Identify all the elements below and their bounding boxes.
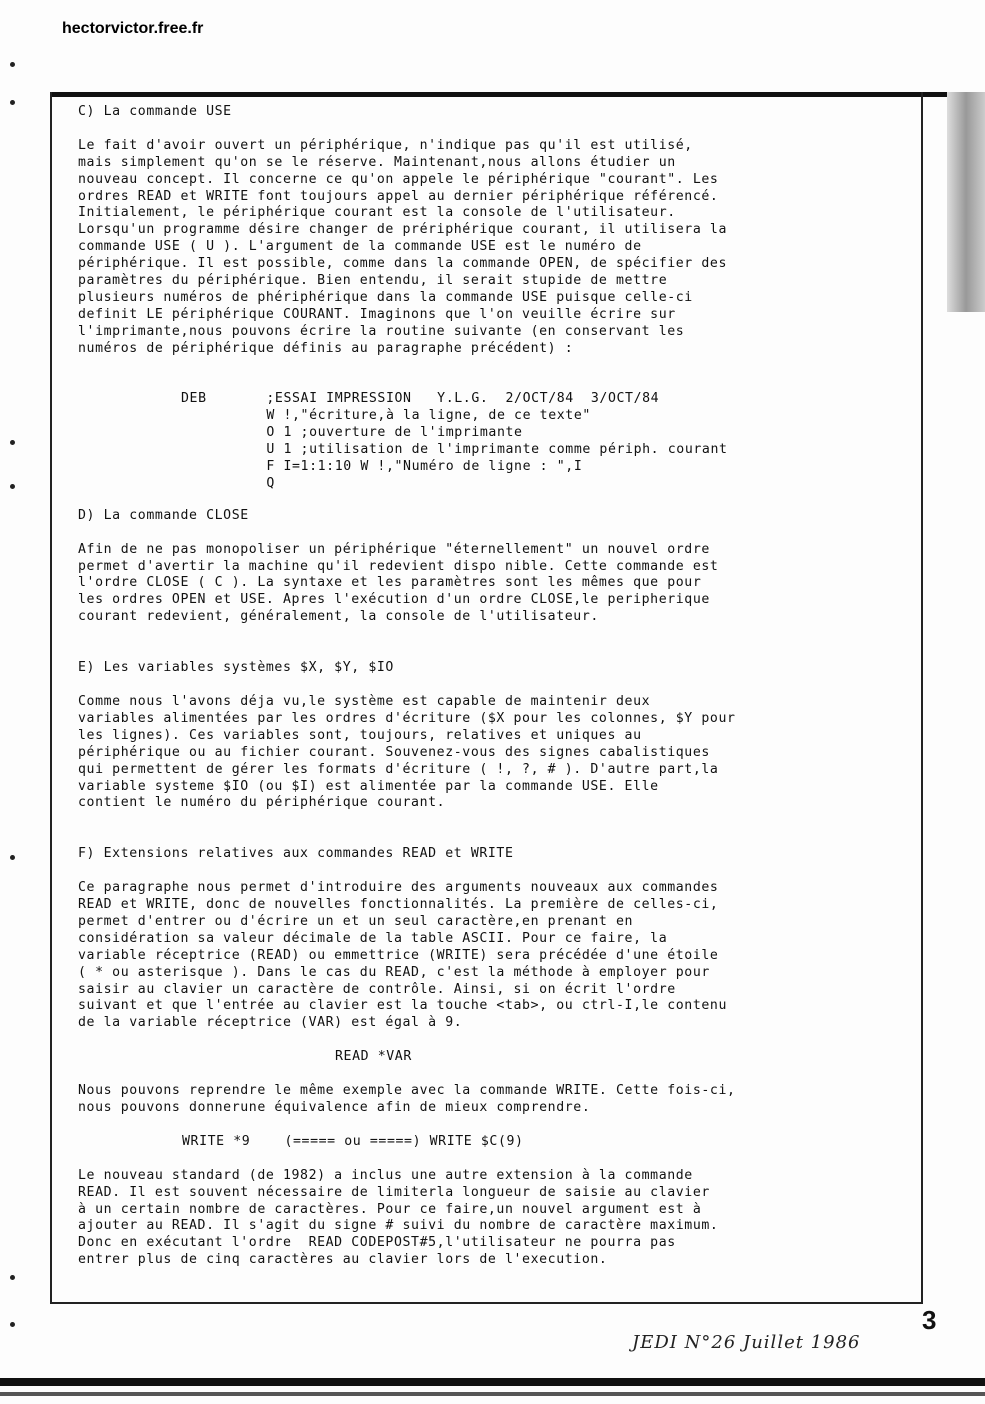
text-line: definit LE périphérique COURANT. Imaginons que l'on veuille écrire sur	[78, 306, 676, 322]
text-line: READ. Il est souvent nécessaire de limiterla longueur de saisie au clavier	[78, 1184, 710, 1200]
page-number: 3	[922, 1305, 937, 1335]
margin-dot	[10, 62, 15, 67]
text-line: de la variable réceptrice (VAR) est égal à 9.	[78, 1015, 463, 1031]
text-line: nous pouvons donnerune équivalence afin de mieux comprendre.	[78, 1099, 591, 1115]
margin-dot	[10, 100, 15, 105]
code-line: Q	[181, 475, 275, 491]
text-line: plusieurs numéros de phériphérique dans la commande USE puisque celle-ci	[78, 289, 693, 305]
text-line: saisir au clavier un caractère de contrôle. Ainsi, si on écrit l'ordre	[78, 981, 676, 997]
text-line: contient le numéro du périphérique courant.	[78, 795, 446, 811]
text-line: Donc en exécutant l'ordre READ CODEPOST#5,l'utilisateur ne pourra pas	[78, 1235, 676, 1251]
code-line: F I=1:1:10 W !,"Numéro de ligne : ",I	[181, 459, 583, 475]
scan-edge	[947, 92, 985, 312]
text-line: commande USE ( U ). L'argument de la commande USE est le numéro de	[78, 239, 642, 255]
code-line: DEB ;ESSAI IMPRESSION Y.L.G. 2/OCT/84 3/OCT/84	[181, 391, 660, 407]
text-line: nouveau concept. Il concerne ce qu'on appele le périphérique "courant". Les	[78, 171, 719, 187]
text-line: les ordres OPEN et USE. Apres l'exécution d'un ordre CLOSE,le peripherique	[78, 592, 710, 608]
text-line: Lorsqu'un programme désire changer de prériphérique courant, il utilisera la	[78, 222, 728, 238]
margin-dot	[10, 440, 15, 445]
text-line: permet d'entrer ou d'écrire un et un seul caractère,en prenant en	[78, 913, 634, 929]
section-heading: C) La commande USE	[78, 104, 232, 119]
text-line: Le fait d'avoir ouvert un périphérique, n'indique pas qu'il est utilisé,	[78, 137, 693, 153]
section-heading: E) Les variables systèmes $X, $Y, $IO	[78, 660, 394, 676]
example-write: WRITE *9 (===== ou =====) WRITE $C(9)	[182, 1133, 524, 1149]
text-line: courant redevient, généralement, la console de l'utilisateur.	[78, 609, 599, 625]
code-line: O 1 ;ouverture de l'imprimante	[181, 425, 523, 441]
section-heading: D) La commande CLOSE	[78, 507, 249, 523]
margin-dot	[10, 855, 15, 860]
text-line: entrer plus de cinq caractères au clavier lors de l'execution.	[78, 1252, 608, 1268]
text-line: Ce paragraphe nous permet d'introduire des arguments nouveaux aux commandes	[78, 880, 719, 896]
text-line: variable réceptrice (READ) ou emmettrice (WRITE) sera précédée d'une étoile	[78, 947, 719, 963]
margin-dot	[10, 1275, 15, 1280]
text-line: permet d'avertir la machine qu'il redevient dispo nible. Cette commande est	[78, 558, 719, 574]
paragraph	[78, 1083, 878, 1117]
article-body	[78, 104, 878, 1269]
text-line: Comme nous l'avons déja vu,le système est capable de maintenir deux	[78, 694, 651, 710]
section-heading: F) Extensions relatives aux commandes READ et WRITE	[78, 846, 514, 862]
bottom-rule-thin	[0, 1392, 985, 1396]
paragraph	[78, 694, 878, 812]
text-line: ( * ou asterisque ). Dans le cas du READ, c'est la méthode à employer pour	[78, 964, 710, 980]
text-line: périphérique ou au fichier courant. Souvenez-vous des signes cabalistiques	[78, 744, 710, 760]
text-line: Initialement, le périphérique courant est la console de l'utilisateur.	[78, 205, 676, 221]
code-line: W !,"écriture,à la ligne, de ce texte"	[181, 408, 591, 424]
handwritten-footer: JEDI N°26 Juillet 1986	[632, 1332, 861, 1353]
site-url: hectorvictor.free.fr	[62, 20, 204, 37]
text-line: l'ordre CLOSE ( C ). La syntaxe et les paramètres sont les mêmes que pour	[78, 575, 702, 591]
code-line: U 1 ;utilisation de l'imprimante comme périph. courant	[181, 442, 728, 458]
text-line: Afin de ne pas monopoliser un périphérique "éternellement" un nouvel ordre	[78, 541, 710, 557]
paragraph	[78, 1168, 878, 1269]
text-line: Le nouveau standard (de 1982) a inclus une autre extension à la commande	[78, 1167, 693, 1183]
text-line: suivant et que l'entrée au clavier est la touche <tab>, ou ctrl-I,le contenu	[78, 998, 728, 1014]
text-line: mais simplement qu'on se le réserve. Maintenant,nous allons étudier un	[78, 154, 676, 170]
text-line: considération sa valeur décimale de la table ASCII. Pour ce faire, la	[78, 930, 668, 946]
text-line: à un certain nombre de caractères. Pour ce faire,un nouvel argument est à	[78, 1201, 702, 1217]
text-line: variables alimentées par les ordres d'écriture ($X pour les colonnes, $Y pour	[78, 710, 736, 726]
margin-dot	[10, 1322, 15, 1327]
text-line: les lignes). Ces variables sont, toujours, relatives et uniques au	[78, 727, 642, 743]
text-line: variable systeme $IO (ou $I) est alimentée par la commande USE. Elle	[78, 778, 659, 794]
paragraph	[78, 880, 878, 1032]
text-line: Nous pouvons reprendre le même exemple avec la commande WRITE. Cette fois-ci,	[78, 1083, 736, 1099]
text-line: qui permettent de gérer les formats d'écriture ( !, ?, # ). D'autre part,la	[78, 761, 719, 777]
text-line: READ et WRITE, donc de nouvelles fonctionnalités. La première de celles-ci,	[78, 897, 719, 913]
paragraph	[78, 542, 878, 626]
bottom-rule	[0, 1378, 985, 1386]
text-line: l'imprimante,nous pouvons écrire la routine suivante (en conservant les	[78, 323, 685, 339]
margin-dot	[10, 484, 15, 489]
example-read: READ *VAR	[335, 1049, 412, 1065]
paragraph	[78, 138, 878, 358]
text-line: numéros de périphérique définis au paragraphe précédent) :	[78, 340, 574, 356]
text-line: paramètres du périphérique. Bien entendu, il serait stupide de mettre	[78, 273, 668, 289]
text-line: périphérique. Il est possible, comme dans la commande OPEN, de spécifier des	[78, 256, 728, 272]
text-line: ajouter au READ. Il s'agit du signe # suivi du nombre de caractère maximum.	[78, 1218, 719, 1234]
text-line: ordres READ et WRITE font toujours appel au dernier périphérique référencé.	[78, 188, 719, 204]
code-block	[78, 391, 878, 492]
